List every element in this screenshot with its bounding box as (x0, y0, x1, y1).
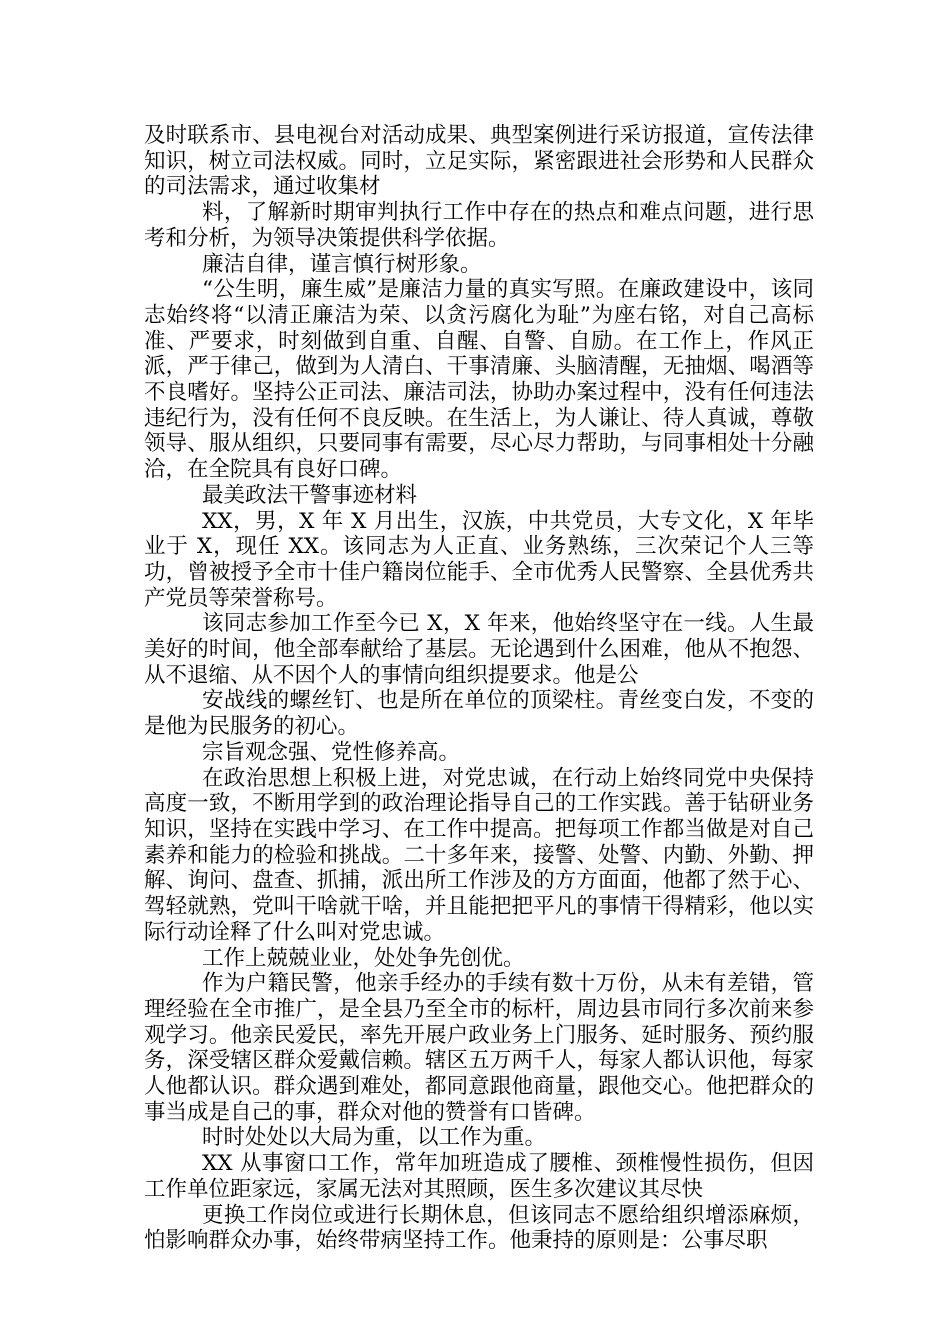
paragraph-10: 在政治思想上积极上进，对党忠诚，在行动上始终同党中央保持高度一致，不断用学到的政治理论指导自己的工作实践。善于钻研业务知识，坚持在实践中学习、在工作中提高。把每项工作都当做是对自己素养和能力的检验和挑战。二十多年来，接警、处警、内勤、外勤、押解、询问、盘查、抓捕，派出所工作涉及的方方面面，他都了然于心、驾轻就熟，党叫干啥就干啥，并且能把把平凡的事情干得精彩，他以实际行动诠释了什么叫对党忠诚。 (144, 765, 814, 945)
section-heading-overall: 时时处处以大局为重，以工作为重。 (202, 1125, 547, 1151)
paragraph-7: 该同志参加工作至今已 X，X 年来，他始终坚守在一线。人生最美好的时间，他全部奉献给了基层。无论遇到什么困难，他从不抱怨、从不退缩、从不因个人的事情向组织提要求。他是公 (144, 611, 814, 688)
paragraph-2: 料，了解新时期审判执行工作中存在的热点和难点问题，进行思考和分析，为领导决策提供科学依据。 (144, 200, 814, 251)
section-heading-diligence: 工作上兢兢业业，处处争先创优。 (202, 945, 525, 971)
paragraph-8: 安战线的螺丝钉、也是所在单位的顶梁柱。青丝变白发，不变的是他为民服务的初心。 (144, 688, 814, 740)
document-title: 最美政法干警事迹材料 (202, 482, 418, 508)
paragraph-6: XX，男，X 年 X 月出生，汉族，中共党员，大专文化，X 年毕业于 X，现任 XX。该同志为人正直、业务熟练，三次荣记个人三等功，曾被授予全市十佳户籍岗位能手、全市优秀人民警察、全县优秀共产党员等荣誉称号。 (144, 508, 814, 611)
paragraph-15: 更换工作岗位或进行长期休息，但该同志不愿给组织增添麻烦，怕影响群众办事，始终带病坚持工作。他秉持的原则是：公事尽职 (144, 1202, 814, 1254)
section-heading-purpose: 宗旨观念强、党性修养高。 (202, 739, 461, 765)
document-body (144, 123, 814, 1254)
paragraph-4: “公生明，廉生威”是廉洁力量的真实写照。在廉政建设中，该同志始终将“以清正廉洁为荣、以贪污腐化为耻”为座右铭，对自己高标准、严要求，时刻做到自重、自醒、自警、自励。在工作上，作风正派，严于律己，做到为人清白、干事清廉、头脑清醒，无抽烟、喝酒等不良嗜好。坚持公正司法、廉洁司法，协助办案过程中，没有任何违法违纪行为，没有任何不良反映。在生活上，为人谦让、待人真诚，尊敬领导、服从组织，只要同事有需要，尽心尽力帮助，与同事相处十分融洽，在全院具有良好口碑。 (144, 277, 814, 483)
section-heading-integrity: 廉洁自律，谨言慎行树形象。 (202, 251, 482, 277)
paragraph-14: XX 从事窗口工作，常年加班造成了腰椎、颈椎慢性损伤，但因工作单位距家远，家属无法对其照顾，医生多次建议其尽快 (144, 1151, 814, 1202)
paragraph-12: 作为户籍民警，他亲手经办的手续有数十万份，从未有差错，管理经验在全市推广，是全县乃至全市的标杆，周边县市同行多次前来参观学习。他亲民爱民，率先开展户政业务上门服务、延时服务、预约服务，深受辖区群众爱戴信赖。辖区五万两千人，每家人都认识他，每家人他都认识。群众遇到难处，都同意跟他商量，跟他交心。他把群众的事当成是自己的事，群众对他的赞誉有口皆碑。 (144, 971, 814, 1125)
paragraph-1: 及时联系市、县电视台对活动成果、典型案例进行采访报道，宣传法律知识，树立司法权威。同时，立足实际，紧密跟进社会形势和人民群众的司法需求，通过收集材 (144, 123, 814, 200)
